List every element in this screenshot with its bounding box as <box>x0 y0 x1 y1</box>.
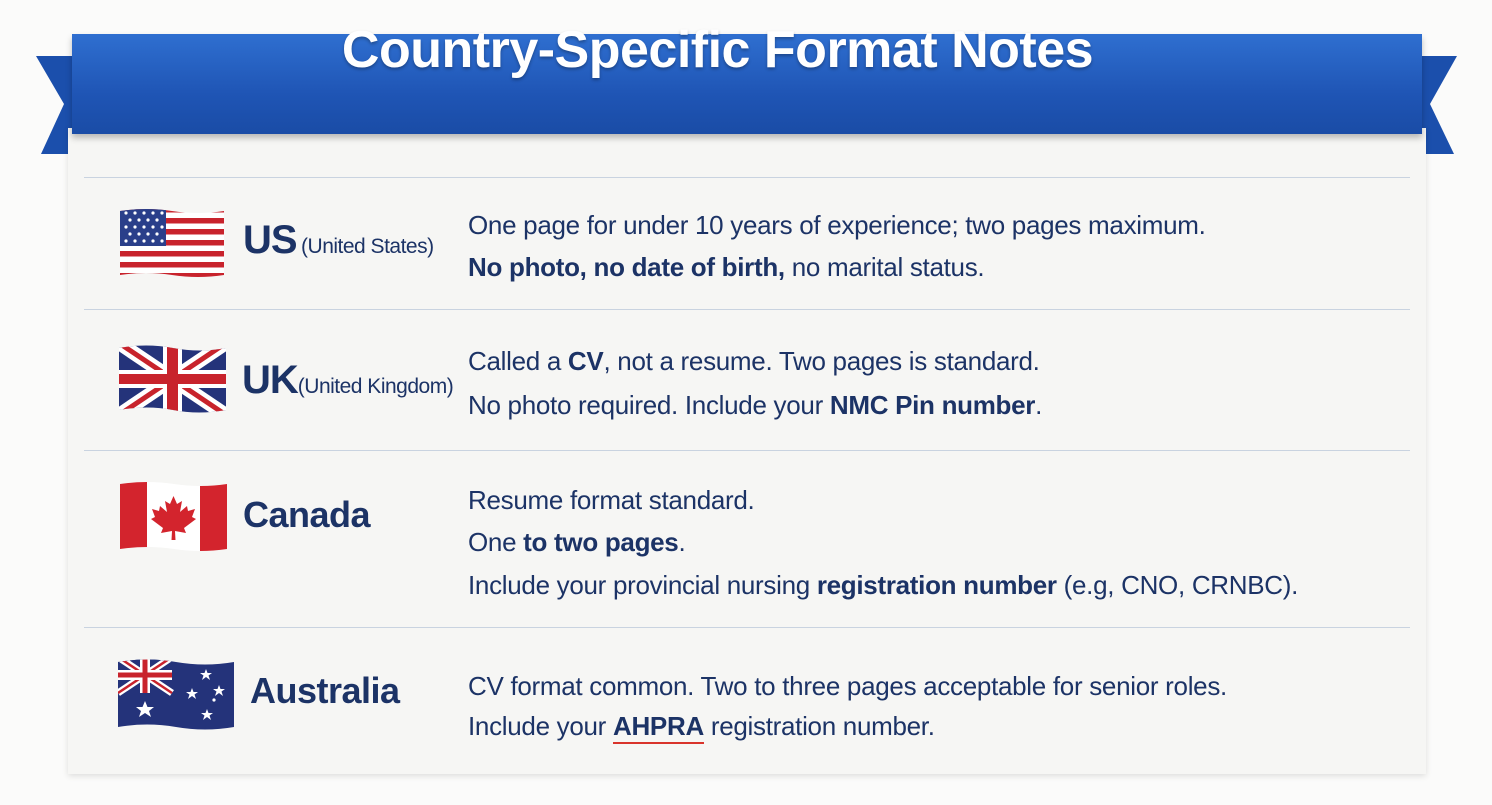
note-text: No photo required. Include your <box>468 390 830 420</box>
note-line <box>468 671 1227 702</box>
note-text: . <box>1035 390 1043 420</box>
country-label-us <box>243 218 434 263</box>
divider <box>84 177 1410 178</box>
note-text: CV format common. Two to three pages acceptable for senior roles. <box>468 671 1227 701</box>
divider <box>84 309 1410 310</box>
country-code: US <box>243 218 297 262</box>
country-full-name: (United Kingdom) <box>297 375 454 398</box>
note-text: Resume format standard. <box>468 485 755 515</box>
country-label-uk <box>242 358 453 403</box>
note-line <box>468 252 984 283</box>
australia-flag-icon <box>118 657 234 732</box>
country-full-name: (United States) <box>301 235 434 258</box>
uk-flag-icon <box>119 343 226 415</box>
divider <box>84 627 1410 628</box>
note-emphasis: to two pages <box>523 527 679 557</box>
note-line <box>468 346 1040 377</box>
note-text: registration number. <box>703 711 935 741</box>
divider <box>84 450 1410 451</box>
us-flag-icon <box>120 207 224 279</box>
note-text: no marital status. <box>784 252 985 282</box>
note-emphasis: AHPRA <box>613 711 704 744</box>
note-line <box>468 711 935 742</box>
note-text: Called a <box>468 346 568 376</box>
page-title: Country-Specific Format Notes <box>341 21 1094 79</box>
note-line <box>468 485 754 516</box>
note-emphasis: No photo, no date of birth, <box>468 252 785 282</box>
country-code: UK <box>242 358 298 402</box>
note-text: Include your <box>468 711 613 741</box>
note-text: , not a resume. Two pages is standard. <box>603 346 1040 376</box>
country-label-canada: Canada <box>243 494 371 535</box>
note-text: One page for under 10 years of experience; two pages maximum. <box>468 210 1206 240</box>
note-emphasis: NMC Pin number <box>829 390 1036 420</box>
note-text: Include your provincial nursing <box>468 570 817 600</box>
note-text: One <box>468 527 524 557</box>
country-label-australia: Australia <box>250 670 400 711</box>
canada-flag-icon <box>120 480 227 553</box>
note-emphasis: CV <box>567 346 604 376</box>
note-line <box>468 570 1298 601</box>
note-line <box>468 527 685 558</box>
note-line <box>468 390 1042 421</box>
note-text: (e.g, CNO, CRNBC). <box>1056 570 1299 600</box>
note-emphasis: registration number <box>816 570 1057 600</box>
note-text: . <box>678 527 686 557</box>
note-line <box>468 210 1206 241</box>
